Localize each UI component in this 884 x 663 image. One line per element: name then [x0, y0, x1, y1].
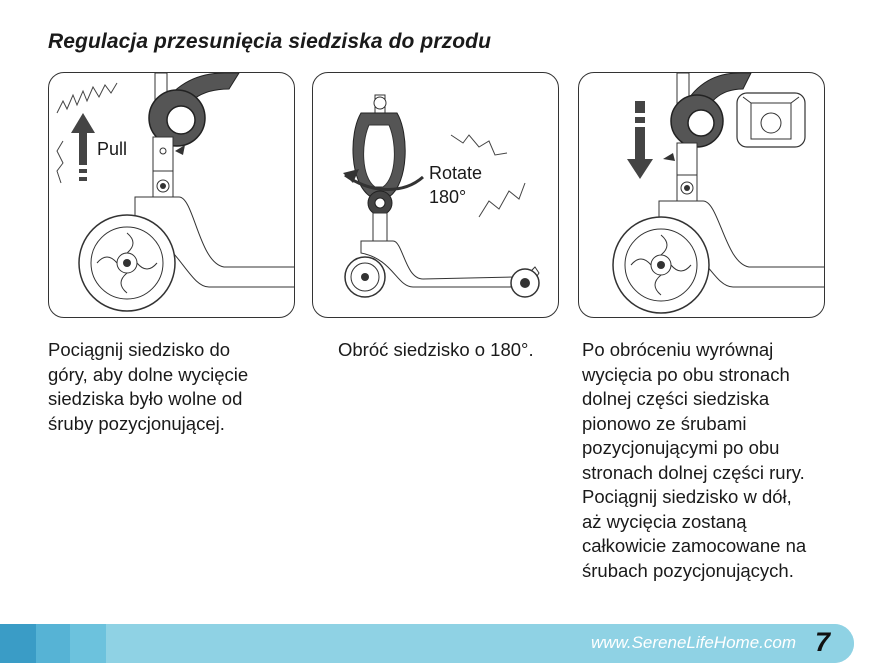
- rotate-diagram: [313, 73, 559, 318]
- caption-step-2: Obróć siedzisko o 180°.: [338, 339, 534, 360]
- pull-diagram: [49, 73, 295, 318]
- footer-band-3: [70, 624, 106, 663]
- caption-step-3: Po obróceniu wyrównaj wycięcia po obu stronach dolnej części siedziska pionowo ze śrubami pozycjonującymi po obu stronach dolnej części rury. Pociągnij siedzisko w dół, aż wycięcia zostaną całkowicie zamocowane na śrubach pozycjonujących.: [582, 339, 807, 581]
- caption-step-1: Pociągnij siedzisko do góry, aby dolne wycięcie siedziska było wolne od śruby pozycjonującej.: [48, 339, 249, 434]
- illustration-push-down: [578, 72, 825, 318]
- degree-label: 180°: [429, 187, 467, 207]
- push-down-diagram: [579, 73, 825, 318]
- page-number: 7: [814, 627, 830, 657]
- illustration-rotate: [312, 72, 559, 318]
- footer-bar: [0, 624, 854, 663]
- footer-band-1: [0, 624, 36, 663]
- footer-url[interactable]: www.SereneLifeHome.com: [590, 633, 796, 652]
- page-title: Regulacja przesunięcia siedziska do przodu: [48, 30, 491, 53]
- rotate-label: Rotate: [429, 163, 483, 183]
- illustration-pull: [48, 72, 295, 318]
- pull-label: Pull: [97, 139, 128, 159]
- footer-band-2: [36, 624, 70, 663]
